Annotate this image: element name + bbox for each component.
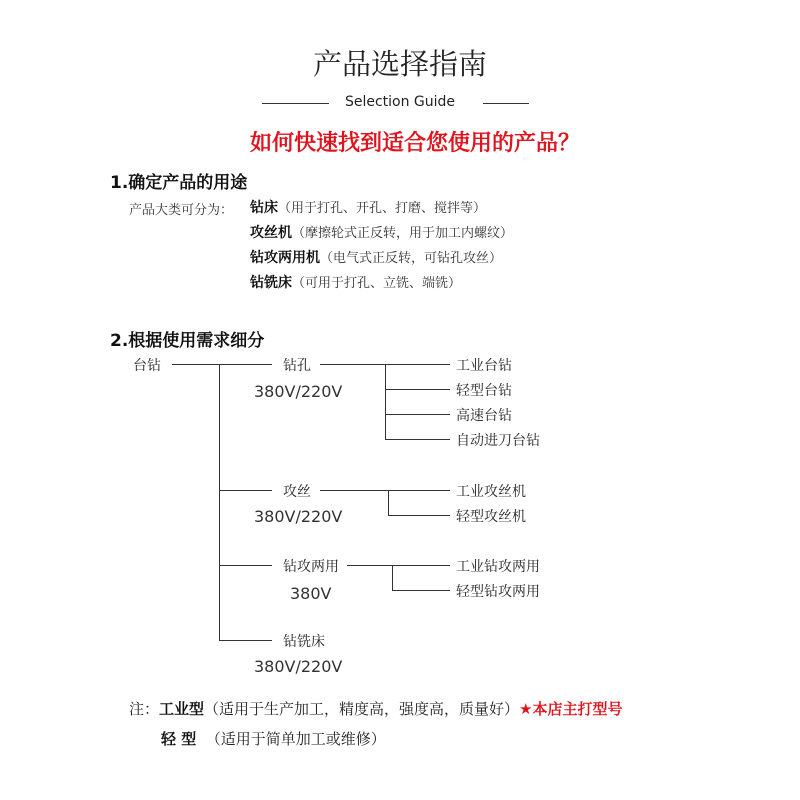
- category-name: 攻丝机: [250, 225, 292, 241]
- note-industrial-desc: （适用于生产加工，精度高，强度高，质量好）: [204, 700, 520, 718]
- tree-leaf: 轻型台钻: [456, 383, 512, 399]
- tree-branch-drill: 钻孔: [283, 358, 311, 374]
- tree-branch-voltage: 380V: [290, 584, 332, 603]
- tree-branch-tap: 攻丝: [283, 484, 311, 500]
- category-name: 钻铣床: [250, 275, 292, 291]
- section2-heading: 2.根据使用需求细分: [110, 331, 265, 351]
- note-light-label: 轻 型: [161, 730, 197, 748]
- category-name: 钻攻两用机: [250, 250, 320, 266]
- note-light-desc: （适用于简单加工或维修）: [205, 730, 386, 748]
- tree-branch-voltage: 380V/220V: [254, 382, 343, 401]
- tree-branch-mill: 钻铣床: [283, 634, 325, 650]
- tree-branch-voltage: 380V/220V: [254, 507, 343, 526]
- category-name: 钻床: [250, 200, 278, 216]
- note-industrial-label: 工业型: [159, 700, 205, 718]
- section1-heading: 1.确定产品的用途: [110, 173, 248, 193]
- tree-leaf: 轻型攻丝机: [456, 509, 526, 525]
- tree-leaf: 工业攻丝机: [456, 484, 526, 500]
- category-desc: （可用于打孔、立铣、端铣）: [292, 276, 462, 291]
- note-prefix: 注：: [129, 700, 160, 718]
- tree-leaf: 工业钻攻两用: [456, 559, 540, 575]
- category-desc: （摩擦轮式正反转，用于加工内螺纹）: [292, 226, 514, 241]
- tree-branch-voltage: 380V/220V: [254, 657, 343, 676]
- tree-leaf: 自动进刀台钻: [456, 433, 540, 449]
- section1-intro: 产品大类可分为：: [129, 203, 234, 218]
- tree-branch-drilltap: 钻攻两用: [283, 559, 339, 575]
- tree-leaf: 工业台钻: [456, 358, 512, 374]
- page-title: 产品选择指南: [312, 47, 487, 81]
- category-desc: （用于打孔、开孔、打磨、搅拌等）: [278, 201, 487, 216]
- note-badge: ★本店主打型号: [519, 700, 623, 718]
- tree-root: 台钻: [133, 358, 161, 374]
- page-subtitle: Selection Guide: [344, 94, 456, 110]
- tree-leaf: 高速台钻: [456, 408, 512, 424]
- category-desc: （电气式正反转，可钻孔攻丝）: [320, 251, 503, 266]
- tree-leaf: 轻型钻攻两用: [456, 584, 540, 600]
- note-industrial: [129, 698, 623, 719]
- headline: 如何快速找到适合您使用的产品？: [249, 131, 580, 156]
- note-light: [161, 728, 386, 749]
